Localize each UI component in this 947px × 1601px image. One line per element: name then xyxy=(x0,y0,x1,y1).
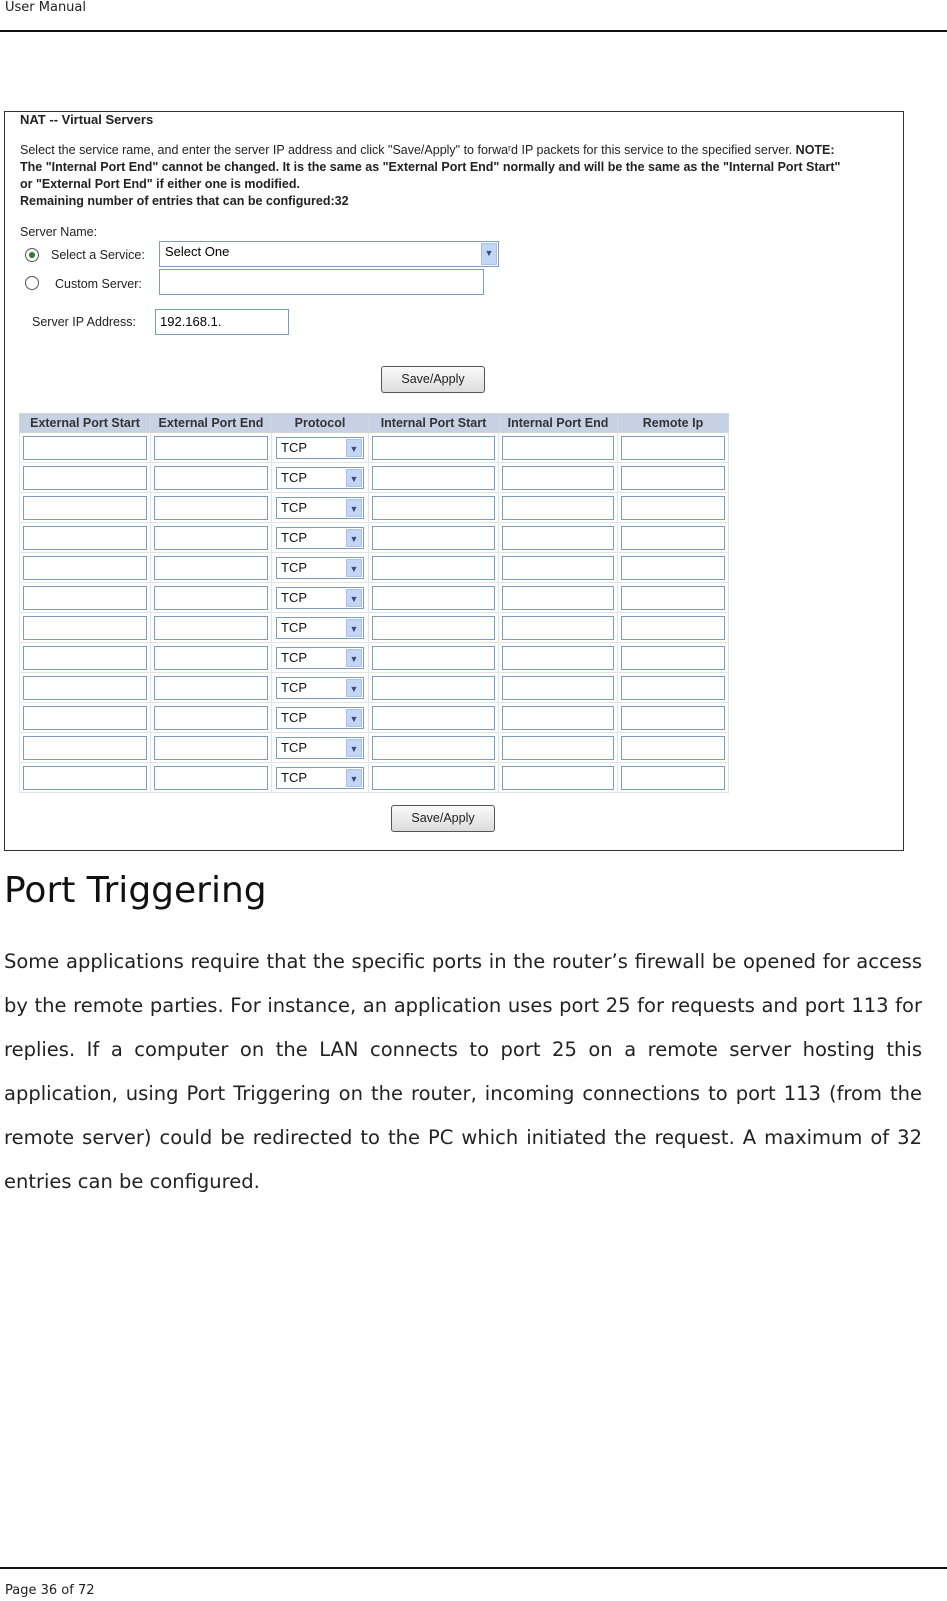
external-port-end-input[interactable] xyxy=(154,466,268,490)
table-cell xyxy=(20,613,151,643)
remote-ip-input[interactable] xyxy=(621,736,725,760)
chevron-down-icon: ▼ xyxy=(346,619,362,637)
table-cell xyxy=(369,553,499,583)
screen-title: NAT -- Virtual Servers xyxy=(20,112,154,127)
remote-ip-input[interactable] xyxy=(621,496,725,520)
table-cell xyxy=(272,703,369,733)
table-cell xyxy=(20,673,151,703)
save-apply-button-top[interactable]: Save/Apply xyxy=(381,366,485,393)
table-row xyxy=(20,433,729,463)
external-port-start-input[interactable] xyxy=(23,586,147,610)
table-row xyxy=(20,703,729,733)
table-cell xyxy=(20,463,151,493)
col-protocol: Protocol xyxy=(272,414,369,433)
internal-port-start-input[interactable] xyxy=(372,526,495,550)
table-cell xyxy=(272,613,369,643)
router-screenshot xyxy=(4,111,904,851)
table-cell xyxy=(618,733,729,763)
table-cell xyxy=(369,493,499,523)
remaining-entries: Remaining number of entries that can be configured:32 xyxy=(20,194,349,208)
table-row xyxy=(20,583,729,613)
external-port-start-input[interactable] xyxy=(23,616,147,640)
table-cell xyxy=(151,553,272,583)
internal-port-end-input[interactable] xyxy=(502,766,614,790)
table-cell xyxy=(499,583,618,613)
chevron-down-icon: ▼ xyxy=(481,243,497,265)
protocol-select[interactable] xyxy=(276,737,364,759)
col-remote-ip: Remote Ip xyxy=(618,414,729,433)
internal-port-start-input[interactable] xyxy=(372,616,495,640)
table-cell xyxy=(369,583,499,613)
table-cell xyxy=(499,763,618,793)
internal-port-end-input[interactable] xyxy=(502,556,614,580)
table-cell xyxy=(369,703,499,733)
table-cell xyxy=(272,673,369,703)
save-apply-button-bottom[interactable]: Save/Apply xyxy=(391,805,495,832)
internal-port-end-input[interactable] xyxy=(502,706,614,730)
protocol-select[interactable] xyxy=(276,587,364,609)
internal-port-end-input[interactable] xyxy=(502,736,614,760)
table-cell xyxy=(151,583,272,613)
table-cell xyxy=(151,433,272,463)
internal-port-start-input[interactable] xyxy=(372,766,495,790)
table-cell xyxy=(499,433,618,463)
table-cell xyxy=(272,733,369,763)
external-port-start-input[interactable] xyxy=(23,436,147,460)
remote-ip-input[interactable] xyxy=(621,766,725,790)
internal-port-end-input[interactable] xyxy=(502,526,614,550)
table-cell xyxy=(369,613,499,643)
external-port-end-input[interactable] xyxy=(154,766,268,790)
protocol-select[interactable] xyxy=(276,557,364,579)
table-cell xyxy=(369,763,499,793)
table-cell xyxy=(618,583,729,613)
external-port-start-input[interactable] xyxy=(23,706,147,730)
table-cell xyxy=(20,763,151,793)
internal-port-end-input[interactable] xyxy=(502,616,614,640)
custom-server-input[interactable] xyxy=(159,269,484,295)
external-port-start-input[interactable] xyxy=(23,466,147,490)
protocol-select[interactable] xyxy=(276,617,364,639)
table-cell xyxy=(618,703,729,733)
external-port-start-input[interactable] xyxy=(23,526,147,550)
col-internal-port-end: Internal Port End xyxy=(499,414,618,433)
table-cell xyxy=(499,643,618,673)
chevron-down-icon: ▼ xyxy=(346,649,362,667)
chevron-down-icon: ▼ xyxy=(346,559,362,577)
server-name-label: Server Name: xyxy=(20,225,98,239)
table-cell xyxy=(272,553,369,583)
screen-description xyxy=(20,142,850,210)
protocol-value: TCP xyxy=(281,709,307,725)
remote-ip-input[interactable] xyxy=(621,706,725,730)
table-row xyxy=(20,553,729,583)
table-row xyxy=(20,733,729,763)
col-external-port-end: External Port End xyxy=(151,414,272,433)
table-cell xyxy=(369,643,499,673)
protocol-value: TCP xyxy=(281,439,307,455)
internal-port-end-input[interactable] xyxy=(502,676,614,700)
internal-port-start-input[interactable] xyxy=(372,556,495,580)
protocol-select[interactable] xyxy=(276,467,364,489)
desc-plain: Select the service rame, and enter the server IP address and click "Save/Apply" to forwaʳd IP packets for this service to the specified server. xyxy=(20,143,796,157)
server-ip-value: 192.168.1. xyxy=(160,314,222,329)
table-cell xyxy=(499,523,618,553)
table-cell xyxy=(369,433,499,463)
table-cell xyxy=(151,643,272,673)
table-cell xyxy=(272,763,369,793)
internal-port-start-input[interactable] xyxy=(372,736,495,760)
table-cell xyxy=(499,733,618,763)
chevron-down-icon: ▼ xyxy=(346,709,362,727)
external-port-end-input[interactable] xyxy=(154,706,268,730)
table-cell xyxy=(618,433,729,463)
table-cell xyxy=(151,523,272,553)
external-port-start-input[interactable] xyxy=(23,646,147,670)
remote-ip-input[interactable] xyxy=(621,586,725,610)
table-row xyxy=(20,613,729,643)
remote-ip-input[interactable] xyxy=(621,616,725,640)
external-port-end-input[interactable] xyxy=(154,586,268,610)
table-row xyxy=(20,763,729,793)
table-cell xyxy=(151,463,272,493)
internal-port-start-input[interactable] xyxy=(372,646,495,670)
external-port-end-input[interactable] xyxy=(154,526,268,550)
col-external-port-start: External Port Start xyxy=(20,414,151,433)
table-cell xyxy=(20,583,151,613)
internal-port-start-input[interactable] xyxy=(372,706,495,730)
external-port-end-input[interactable] xyxy=(154,496,268,520)
table-row xyxy=(20,493,729,523)
section-paragraph: Some applications require that the specific ports in the router’s firewall be opened for access by the remote parties. For instance, an application uses port 25 for requests and port 113 for replies. If a computer on the LAN connects to port 25 on a remote server hosting this application, using Port Triggering on the router, incoming connections to port 113 (from the remote server) could be redirected to the PC which initiated the request. A maximum of 32 entries can be configured. xyxy=(4,950,922,1193)
internal-port-end-input[interactable] xyxy=(502,646,614,670)
internal-port-end-input[interactable] xyxy=(502,466,614,490)
remote-ip-input[interactable] xyxy=(621,436,725,460)
protocol-value: TCP xyxy=(281,619,307,635)
table-row xyxy=(20,463,729,493)
table-cell xyxy=(20,733,151,763)
table-row xyxy=(20,673,729,703)
table-cell xyxy=(20,703,151,733)
table-cell xyxy=(151,493,272,523)
table-cell xyxy=(272,463,369,493)
table-header-row xyxy=(20,414,729,433)
remote-ip-input[interactable] xyxy=(621,676,725,700)
chevron-down-icon: ▼ xyxy=(346,769,362,787)
protocol-select[interactable] xyxy=(276,437,364,459)
internal-port-start-input[interactable] xyxy=(372,466,495,490)
external-port-end-input[interactable] xyxy=(154,556,268,580)
table-cell xyxy=(369,673,499,703)
table-row xyxy=(20,643,729,673)
table-cell xyxy=(618,553,729,583)
page-footer xyxy=(0,1567,947,1598)
page-header xyxy=(0,0,947,32)
internal-port-start-input[interactable] xyxy=(372,586,495,610)
table-cell xyxy=(618,523,729,553)
external-port-start-input[interactable] xyxy=(23,556,147,580)
select-service-radio[interactable] xyxy=(25,248,39,262)
external-port-end-input[interactable] xyxy=(154,736,268,760)
table-cell xyxy=(499,463,618,493)
protocol-select[interactable] xyxy=(276,767,364,789)
port-table xyxy=(19,413,729,793)
internal-port-end-input[interactable] xyxy=(502,436,614,460)
table-cell xyxy=(151,613,272,643)
external-port-end-input[interactable] xyxy=(154,616,268,640)
table-cell xyxy=(499,553,618,583)
protocol-select[interactable] xyxy=(276,647,364,669)
header-title: User Manual xyxy=(5,0,87,15)
chevron-down-icon: ▼ xyxy=(346,499,362,517)
table-cell xyxy=(499,613,618,643)
table-cell xyxy=(618,493,729,523)
table-row xyxy=(20,523,729,553)
protocol-value: TCP xyxy=(281,469,307,485)
internal-port-start-input[interactable] xyxy=(372,496,495,520)
chevron-down-icon: ▼ xyxy=(346,529,362,547)
page-number: Page 36 of 72 xyxy=(5,1583,95,1598)
external-port-start-input[interactable] xyxy=(23,736,147,760)
protocol-select[interactable] xyxy=(276,527,364,549)
table-cell xyxy=(20,553,151,583)
chevron-down-icon: ▼ xyxy=(346,739,362,757)
external-port-end-input[interactable] xyxy=(154,646,268,670)
table-cell xyxy=(369,523,499,553)
remote-ip-input[interactable] xyxy=(621,556,725,580)
select-service-label: Select a Service: xyxy=(51,248,145,262)
remote-ip-input[interactable] xyxy=(621,646,725,670)
custom-server-radio[interactable] xyxy=(25,276,39,290)
service-select[interactable] xyxy=(159,241,499,267)
protocol-select[interactable] xyxy=(276,677,364,699)
table-cell xyxy=(272,643,369,673)
external-port-start-input[interactable] xyxy=(23,676,147,700)
table-cell xyxy=(499,703,618,733)
service-select-value: Select One xyxy=(165,244,230,259)
table-cell xyxy=(151,703,272,733)
protocol-value: TCP xyxy=(281,769,307,785)
internal-port-end-input[interactable] xyxy=(502,586,614,610)
table-cell xyxy=(499,673,618,703)
protocol-value: TCP xyxy=(281,589,307,605)
table-cell xyxy=(20,493,151,523)
table-cell xyxy=(20,433,151,463)
protocol-value: TCP xyxy=(281,739,307,755)
table-cell xyxy=(20,523,151,553)
table-cell xyxy=(369,463,499,493)
external-port-end-input[interactable] xyxy=(154,676,268,700)
table-cell xyxy=(618,643,729,673)
table-cell xyxy=(151,673,272,703)
table-cell xyxy=(618,613,729,643)
table-cell xyxy=(618,673,729,703)
table-cell xyxy=(618,763,729,793)
protocol-select[interactable] xyxy=(276,707,364,729)
table-cell xyxy=(151,763,272,793)
protocol-value: TCP xyxy=(281,529,307,545)
internal-port-start-input[interactable] xyxy=(372,436,495,460)
table-cell xyxy=(272,433,369,463)
remote-ip-input[interactable] xyxy=(621,526,725,550)
table-cell xyxy=(499,493,618,523)
external-port-end-input[interactable] xyxy=(154,436,268,460)
chevron-down-icon: ▼ xyxy=(346,439,362,457)
table-cell xyxy=(272,523,369,553)
col-internal-port-start: Internal Port Start xyxy=(369,414,499,433)
protocol-value: TCP xyxy=(281,559,307,575)
protocol-value: TCP xyxy=(281,649,307,665)
chevron-down-icon: ▼ xyxy=(346,679,362,697)
chevron-down-icon: ▼ xyxy=(346,589,362,607)
table-cell xyxy=(272,493,369,523)
internal-port-start-input[interactable] xyxy=(372,676,495,700)
table-cell xyxy=(151,733,272,763)
table-cell xyxy=(272,583,369,613)
remote-ip-input[interactable] xyxy=(621,466,725,490)
chevron-down-icon: ▼ xyxy=(346,469,362,487)
table-cell xyxy=(20,643,151,673)
external-port-start-input[interactable] xyxy=(23,496,147,520)
server-ip-label: Server IP Address: xyxy=(32,315,136,329)
table-cell xyxy=(369,733,499,763)
internal-port-end-input[interactable] xyxy=(502,496,614,520)
protocol-value: TCP xyxy=(281,499,307,515)
section-heading: Port Triggering xyxy=(4,870,267,911)
custom-server-label: Custom Server: xyxy=(55,277,142,291)
desc-note: NOTE: The "Internal Port End" cannot be changed. It is the same as "External Port End" normally and will be the same as the "Internal Port Start" or "External Port End" if either one is modified. xyxy=(20,143,841,191)
table-cell xyxy=(618,463,729,493)
external-port-start-input[interactable] xyxy=(23,766,147,790)
protocol-select[interactable] xyxy=(276,497,364,519)
server-ip-input[interactable] xyxy=(155,309,289,335)
protocol-value: TCP xyxy=(281,679,307,695)
